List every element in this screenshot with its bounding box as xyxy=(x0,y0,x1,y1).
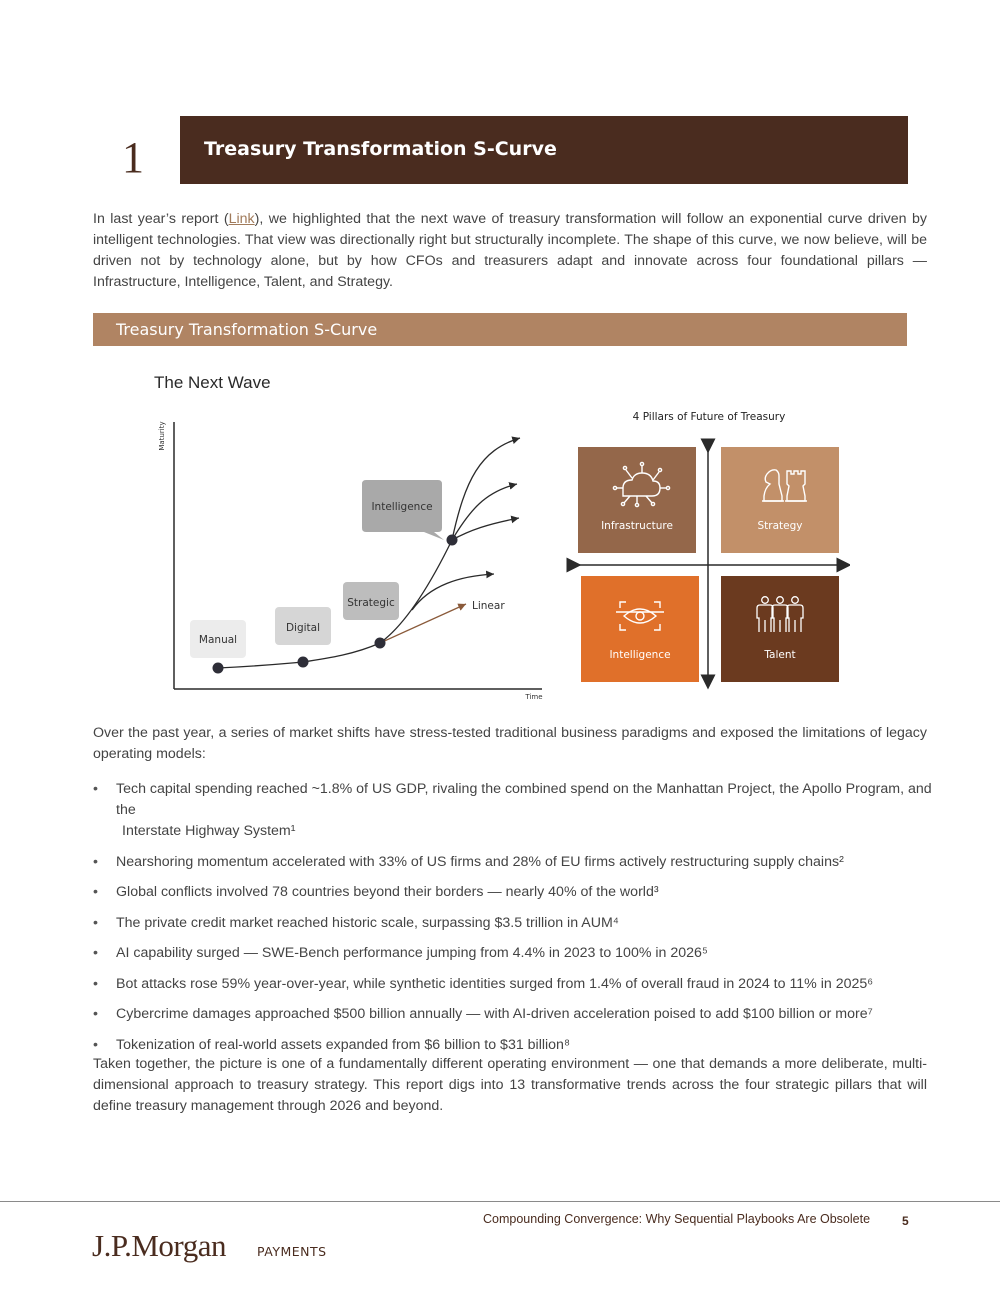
pillar-intelligence-label: Intelligence xyxy=(609,649,671,661)
curve-branch-3 xyxy=(452,518,519,540)
pillar-strategy-box xyxy=(721,447,839,553)
s-curve-figure xyxy=(150,400,850,705)
stage-manual xyxy=(190,620,246,658)
pillar-strategy xyxy=(721,447,839,553)
footer-divider xyxy=(0,1201,1000,1202)
stage-point-intelligence xyxy=(447,535,458,546)
closing-paragraph: Taken together, the picture is one of a fundamentally different operating environment — one that demands a more deliberate, multi-dimensional approach to treasury strategy. This report digs into 13 transformative trends across the four strategic pillars that will define treasury management through 2026 and beyond. xyxy=(93,1056,927,1114)
stage-intelligence xyxy=(362,480,444,540)
stage-strategic-label: Strategic xyxy=(347,597,395,609)
pillar-intelligence xyxy=(581,576,699,682)
list-item: • Tokenization of real-world assets expanded from $6 billion to $31 billion⁸ xyxy=(93,1035,933,1056)
pillar-infrastructure xyxy=(578,447,696,553)
pillar-intelligence-box xyxy=(581,576,699,682)
pillar-talent xyxy=(721,576,839,682)
stage-point-strategic xyxy=(375,638,386,649)
stage-point-manual xyxy=(213,663,224,674)
stage-digital xyxy=(275,607,331,645)
footer-report-title: Compounding Convergence: Why Sequential Playbooks Are Obsolete xyxy=(483,1212,871,1226)
x-axis-label: Time xyxy=(525,693,543,701)
section-title: Treasury Transformation S-Curve xyxy=(204,138,557,160)
section-number: 1 xyxy=(122,133,144,182)
figure-header-bar xyxy=(93,313,907,346)
curve-branch-2 xyxy=(452,484,517,540)
list-item: • Cybercrime damages approached $500 billion annually — with AI-driven acceleration poised to add $100 billion or more⁷ xyxy=(93,1004,933,1025)
market-shifts-list xyxy=(93,779,933,1065)
list-item: • Global conflicts involved 78 countries beyond their borders — nearly 40% of the world³ xyxy=(93,882,933,903)
jpmorgan-logo: J.P.Morgan xyxy=(92,1228,226,1263)
stage-manual-label: Manual xyxy=(198,634,238,646)
pillar-infrastructure-label: Infrastructure xyxy=(601,520,673,532)
linear-label: Linear xyxy=(472,600,505,612)
intro-text-start: In last year’s report ( xyxy=(93,211,229,227)
page-number: 5 xyxy=(902,1214,909,1228)
section-title-bar xyxy=(180,116,908,184)
stage-point-digital xyxy=(298,657,309,668)
figure-header: Treasury Transformation S-Curve xyxy=(116,320,378,339)
intro-paragraph xyxy=(93,209,927,293)
pillar-strategy-label: Strategy xyxy=(757,520,803,532)
figure-title: The Next Wave xyxy=(154,373,271,392)
pillar-talent-label: Talent xyxy=(764,649,796,661)
stage-intelligence-label: Intelligence xyxy=(371,501,433,513)
y-axis-label: Maturity xyxy=(158,421,166,451)
report-link[interactable]: Link xyxy=(228,211,255,227)
list-item: • Bot attacks rose 59% year-over-year, while synthetic identities surged from 1.4% of overall fraud in 2024 to 11% in 2025⁶ xyxy=(93,974,933,995)
list-item: • The private credit market reached historic scale, surpassing $3.5 trillion in AUM⁴ xyxy=(93,913,933,934)
list-item xyxy=(93,779,933,842)
stage-strategic xyxy=(343,582,399,620)
lead-in-paragraph: Over the past year, a series of market shifts have stress-tested traditional business paradigms and exposed the limitations of legacy operating models: xyxy=(93,725,927,762)
intro-text-end: ), we highlighted that the next wave of treasury transformation will follow an exponential curve driven by intelligent technologies. That view was directionally right but structurally incomplete. The shape of this curve, we now believe, will be driven not by technology alone, but by how CFOs and treasurers adapt and innovate across four foundational pillars — Infrastructure, Intelligence, Talent, and Strategy. xyxy=(93,211,927,290)
logo-payments-label: PAYMENTS xyxy=(257,1244,327,1259)
stage-digital-label: Digital xyxy=(285,622,321,634)
list-item-text: Tech capital spending reached ~1.8% of US GDP, rivaling the combined spend on the Manhattan Project, the Apollo Program, and the xyxy=(116,781,932,818)
pillars-title: 4 Pillars of Future of Treasury xyxy=(632,411,786,423)
list-item-text-continued: Interstate Highway System¹ xyxy=(122,823,296,839)
list-item: • AI capability surged — SWE-Bench performance jumping from 4.4% in 2023 to 100% in 2026⁵ xyxy=(93,943,933,964)
list-item: • Nearshoring momentum accelerated with 33% of US firms and 28% of EU firms actively restructuring supply chains² xyxy=(93,852,933,873)
